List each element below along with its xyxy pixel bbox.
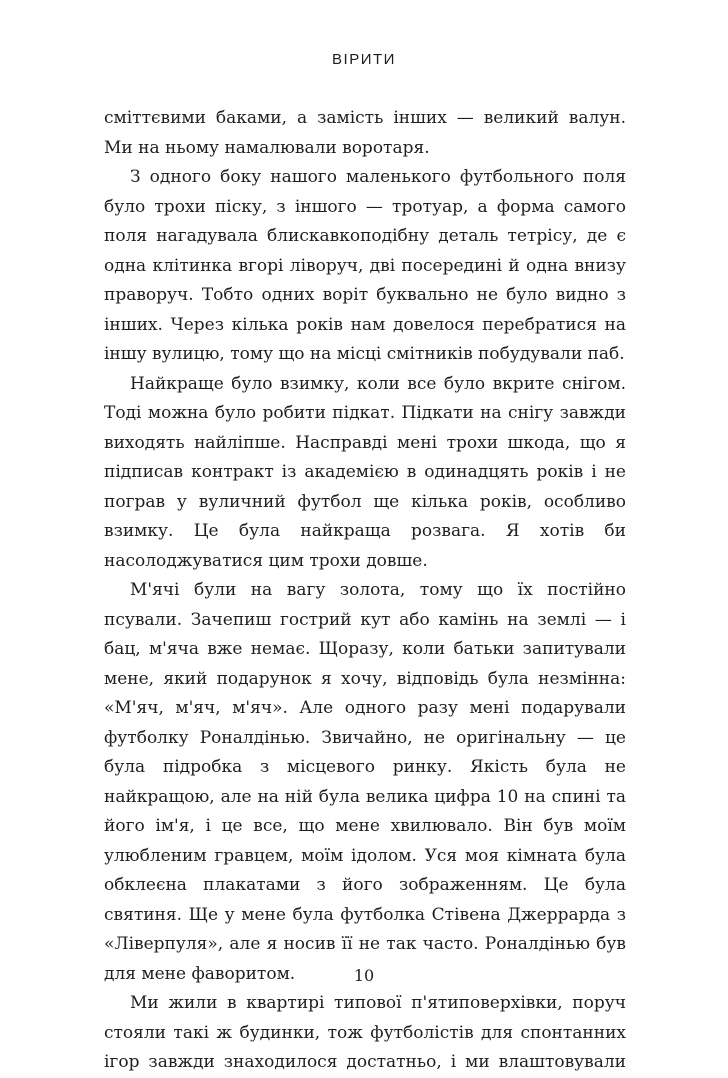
paragraph-1: сміттєвими баками, а замість інших — великий валун. Ми на ньому намалювали воротаря. (104, 108, 626, 158)
paragraph-4: М'ячі були на вагу золота, тому що їх постійно псували. Зачепиш гострий кут або камінь на землі — і бац, м'яча вже немає. Щоразу, коли батьки запитували мене, який подарунок я хочу, відповідь була незмінна: «М'яч, м'яч, м'яч». Але одного разу мені подарували футболку Роналдінью. Звичайно, не оригінальну — це була підробка з місцевого ринку. Якість була не найкращою, але на ній була велика цифра 10 на спині та його ім'я, і це все, що мене хвилювало. Він був моїм улюбленим гравцем, моїм ідолом. Уся моя кімната була обклеєна плакатами з його зображенням. Це була святиня. Ще у мене була футболка Стівена Джеррарда з «Ліверпуля», але я носив її не так часто. Роналдінью був для мене фаворитом. (104, 580, 626, 984)
paragraph-3: Найкраще було взимку, коли все було вкрите снігом. Тоді можна було робити підкат. Підкати на снігу завжди виходять найліпше. Насправді мені трохи шкода, що я підписав контракт із академією в одинадцять років і не пограв у вуличний футбол ще кілька років, особливо взимку. Це була найкраща розвага. Я хотів би насолоджуватися цим трохи довше. (104, 373, 626, 571)
running-head: ВІРИТИ (332, 51, 396, 68)
paragraph-2: З одного боку нашого маленького футбольного поля було трохи піску, з іншого — тротуар, а форма самого поля нагадувала блискавкоподібну деталь тетрісу, де є одна клітинка вгорі ліворуч, дві посередині й одна внизу праворуч. Тобто одних воріт буквально не було видно з інших. Через кілька років нам довелося перебратися на іншу вулицю, тому що на місці смітників побудували паб. (104, 167, 626, 364)
page-number: 10 (353, 966, 375, 985)
paragraph-5: Ми жили в квартирі типової п'ятиповерхівки, поруч стояли такі ж будинки, тож футболістів для спонтанних ігор завжди знаходилося достатньо, і ми влаштовували (104, 993, 626, 1072)
body-text (104, 104, 626, 1078)
